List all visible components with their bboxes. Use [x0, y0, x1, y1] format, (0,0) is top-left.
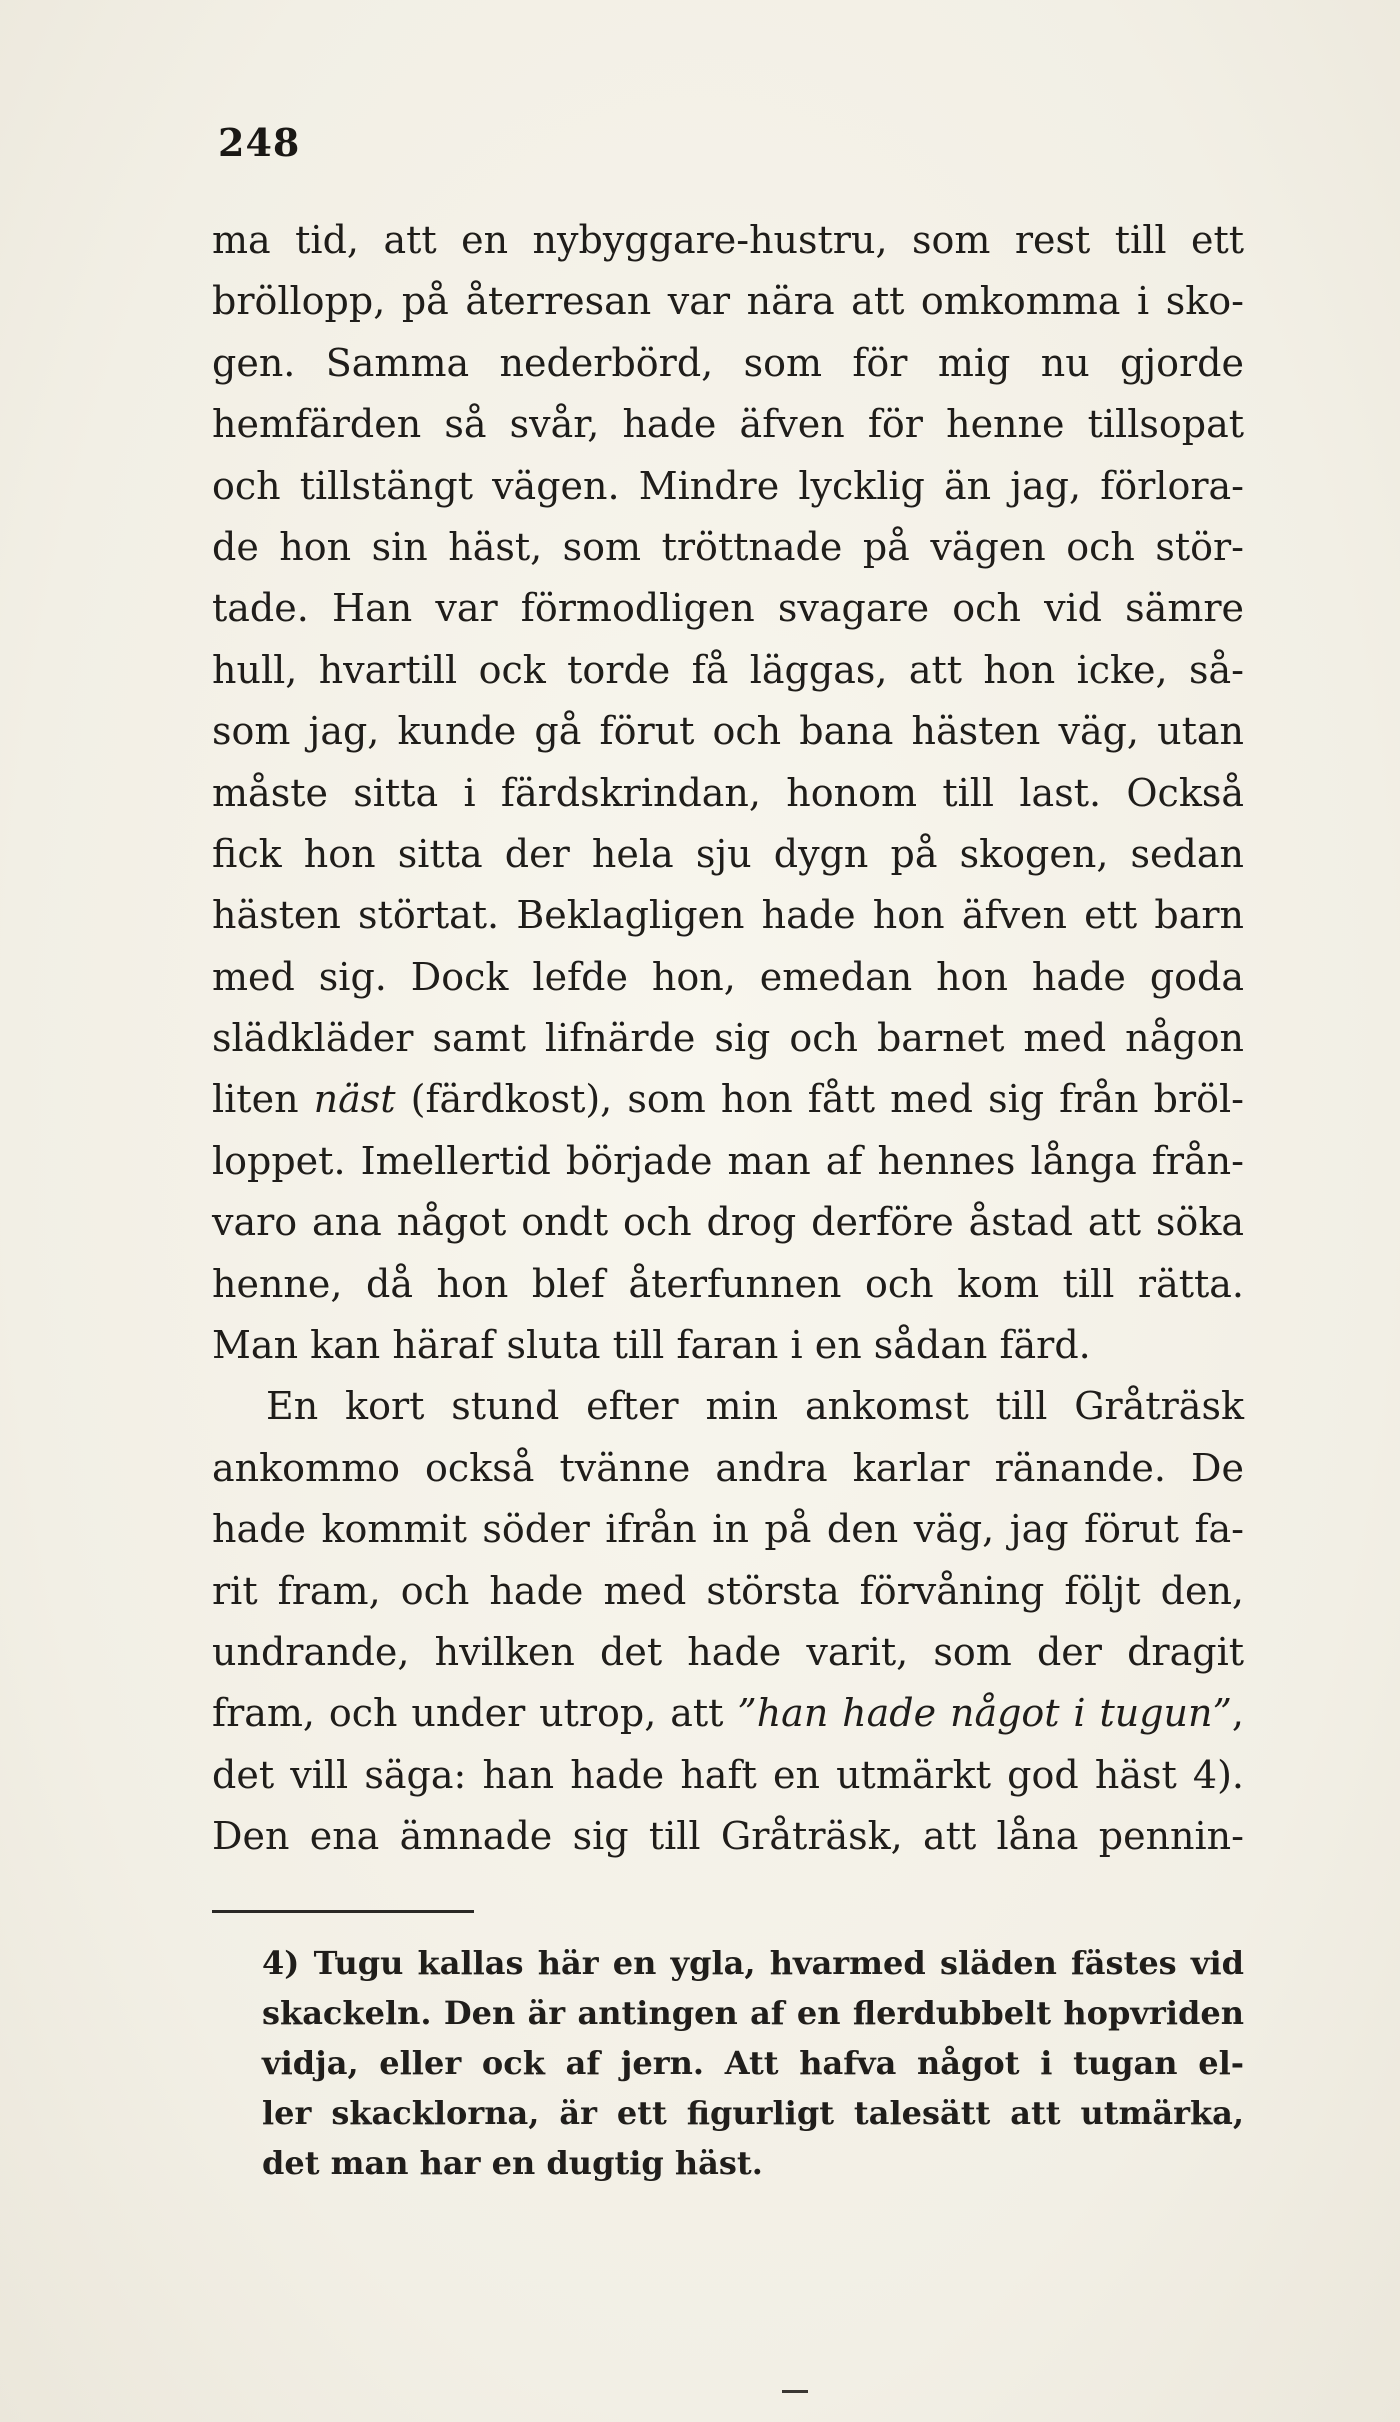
text-line: ma tid, att en nybyggare-hustru, som rest till ett — [212, 218, 1244, 262]
text-line: Den ena ämnade sig till Gråträsk, att låna pennin- — [212, 1814, 1244, 1859]
text-line: och tillstängt vägen. Mindre lycklig än jag, förlora- — [212, 463, 1244, 508]
text-line: fram, och under utrop, att ”han hade något i tugun”, — [212, 1691, 1244, 1736]
footnote-line: 4) Tugu kallas här en ygla, hvarmed släden fästes vid — [262, 1944, 1244, 1982]
text-line: gen. Samma nederbörd, som för mig nu gjorde — [212, 340, 1244, 385]
footnote-block — [262, 1938, 1244, 2188]
text-line: ankommo också tvänne andra karlar ränande. De — [212, 1445, 1244, 1490]
text-line: fick hon sitta der hela sju dygn på skogen, sedan — [212, 831, 1244, 876]
text-line: loppet. Imellertid började man af hennes långa från- — [212, 1138, 1244, 1183]
text-line: med sig. Dock lefde hon, emedan hon hade goda — [212, 954, 1244, 999]
italic-phrase: näst — [313, 1077, 396, 1122]
text-line: tade. Han var förmodligen svagare och vid sämre — [212, 586, 1244, 631]
text-line: hemfärden så svår, hade äfven för henne tillsopat — [212, 402, 1244, 447]
bottom-dash — [782, 2390, 808, 2393]
text-line: de hon sin häst, som tröttnade på vägen och stör- — [212, 524, 1244, 569]
text-line: liten näst (färdkost), som hon fått med sig från bröl- — [212, 1077, 1244, 1122]
text-line: hästen störtat. Beklagligen hade hon äfven ett barn — [212, 893, 1244, 938]
text-line: hull, hvartill ock torde få läggas, att hon icke, så- — [212, 647, 1244, 692]
text-line: måste sitta i färdskrindan, honom till last. Också — [212, 770, 1244, 815]
footnote-line: ler skacklorna, är ett figurligt talesätt att utmärka, — [262, 2094, 1244, 2132]
footnote-line: skackeln. Den är antingen af en flerdubbelt hopvriden — [262, 1994, 1244, 2032]
text-line: Man kan häraf sluta till faran i en sådan färd. — [212, 1323, 1091, 1368]
footnote-line: vidja, eller ock af jern. Att hafva något i tugan el- — [262, 2044, 1244, 2082]
text-line: henne, då hon blef återfunnen och kom till rätta. — [212, 1261, 1244, 1306]
italic-phrase: ”han hade något i tugun” — [737, 1691, 1232, 1736]
text-line: hade kommit söder ifrån in på den väg, jag förut fa- — [212, 1507, 1244, 1552]
text-line: det vill säga: han hade haft en utmärkt god häst 4). — [212, 1752, 1244, 1797]
footnote-divider — [212, 1910, 474, 1913]
text-line: undrande, hvilken det hade varit, som der dragit — [212, 1629, 1244, 1674]
text-line: bröllopp, på återresan var nära att omkomma i sko- — [212, 279, 1244, 324]
footnote-line: det man har en dugtig häst. — [262, 2144, 763, 2182]
text-line: rit fram, och hade med största förvåning följt den, — [212, 1568, 1244, 1613]
main-text — [212, 210, 1244, 1868]
text-line: som jag, kunde gå förut och bana hästen väg, utan — [212, 709, 1244, 754]
page-number: 248 — [218, 120, 301, 165]
text-line: En kort stund efter min ankomst till Gråträsk — [266, 1384, 1244, 1429]
text-line: varo ana något ondt och drog derföre åstad att söka — [212, 1200, 1244, 1245]
text-line: slädkläder samt lifnärde sig och barnet med någon — [212, 1016, 1244, 1061]
